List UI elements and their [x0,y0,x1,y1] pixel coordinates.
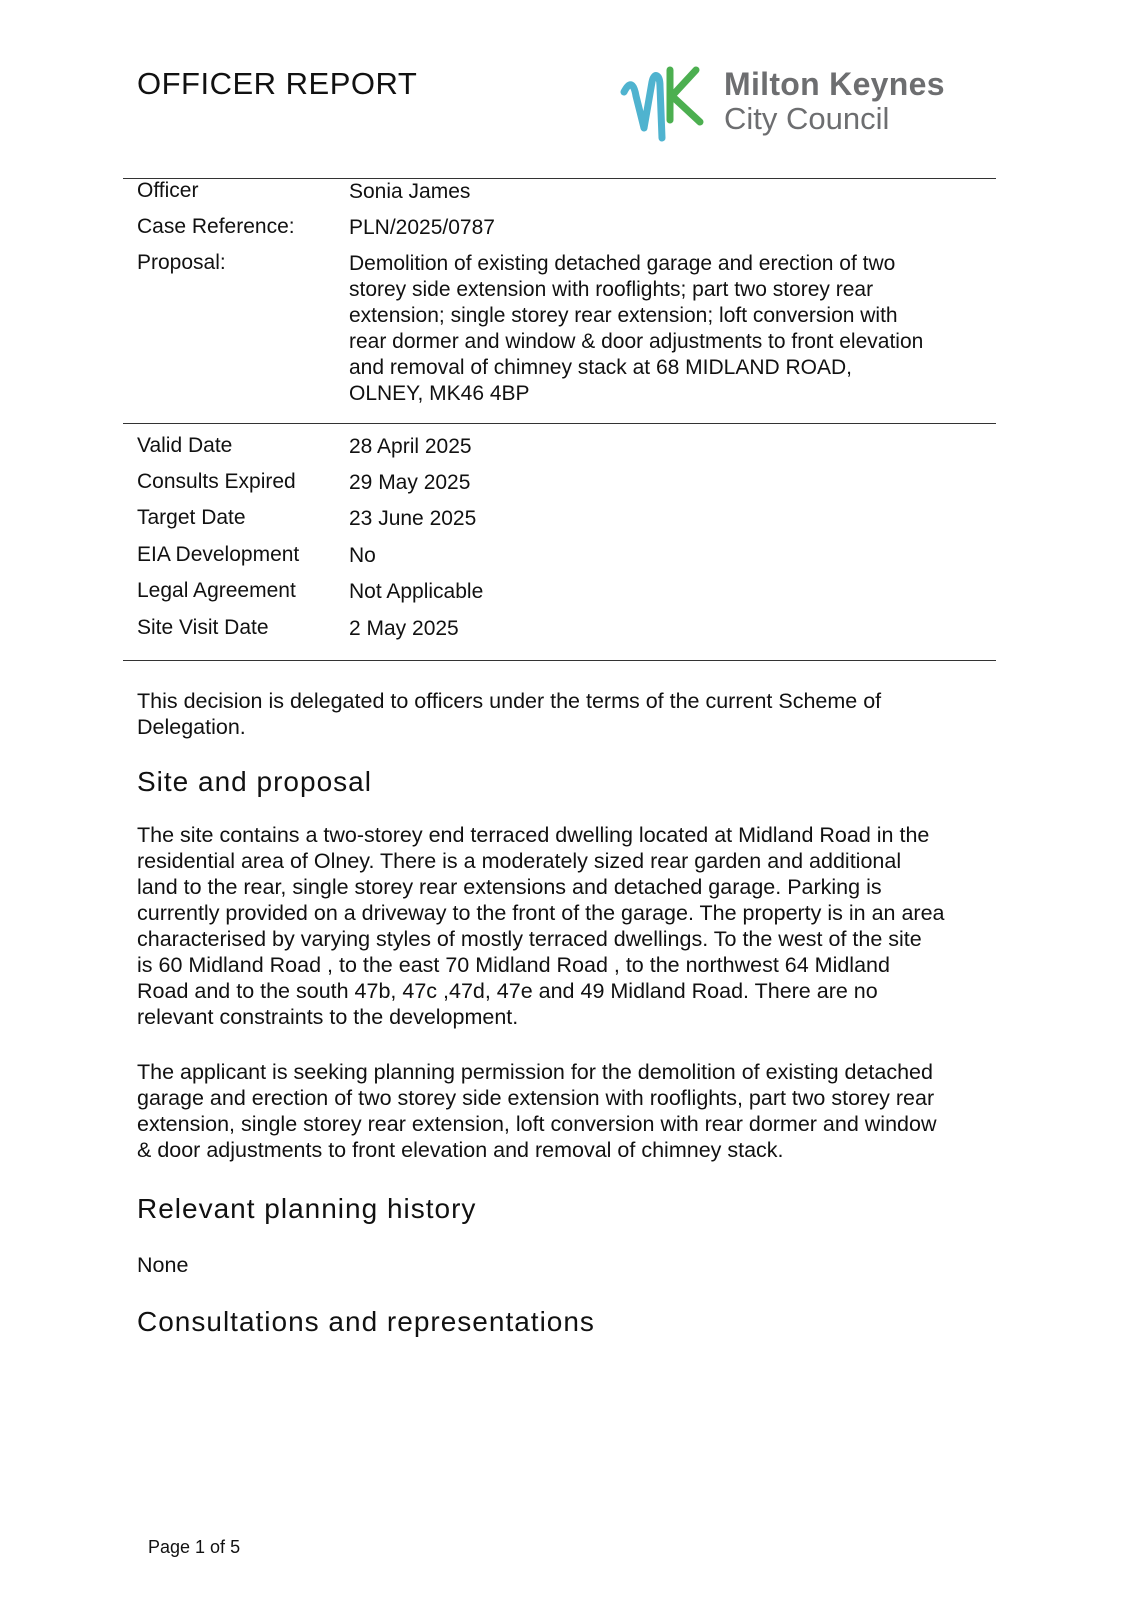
text-line: garage and erection of two storey side extension with rooflights, part two storey rear [137,1086,935,1110]
text-line: extension, single storey rear extension, loft conversion with rear dormer and window [137,1112,937,1136]
date-value: 23 June 2025 [349,507,477,530]
consultations-heading: Consultations and representations [137,1306,595,1337]
text-line: This decision is delegated to officers under the terms of the current Scheme of [137,689,882,713]
date-label: Target Date [137,506,246,529]
date-value: 29 May 2025 [349,471,471,494]
site-proposal-heading: Site and proposal [137,766,372,797]
date-label: Site Visit Date [137,616,269,639]
date-label: Valid Date [137,434,233,457]
text-line: The site contains a two-storey end terraced dwelling located at Midland Road in the [137,823,930,847]
date-value: 28 April 2025 [349,435,472,458]
dates-table [123,423,996,661]
officer-value: Sonia James [349,180,471,203]
case-details [123,178,996,423]
text-line: The applicant is seeking planning permission for the demolition of existing detached [137,1060,933,1084]
date-label: Legal Agreement [137,579,296,602]
planning-history-text: None [137,1253,189,1277]
logo-line-2: City Council [724,101,890,136]
proposal-line: and removal of chimney stack at 68 MIDLAND ROAD, [349,356,853,379]
date-label: EIA Development [137,543,300,566]
text-line: land to the rear, single storey rear extensions and detached garage. Parking is [137,875,882,899]
site-description-paragraph [137,822,997,1030]
case-reference-label: Case Reference: [137,215,295,238]
officer-label: Officer [137,179,199,202]
text-line: Road and to the south 47b, 47c ,47d, 47e and 49 Midland Road. There are no [137,979,878,1003]
case-reference-value: PLN/2025/0787 [349,216,495,239]
proposal-line: storey side extension with rooflights; part two storey rear [349,278,874,301]
page-number: Page 1 of 5 [148,1537,241,1557]
text-line: Delegation. [137,715,246,739]
text-line: currently provided on a driveway to the front of the garage. The property is in an area [137,901,945,925]
date-value: Not Applicable [349,580,484,603]
date-value: No [349,544,376,567]
proposal-label: Proposal: [137,251,226,274]
date-label: Consults Expired [137,470,296,493]
proposal-description-paragraph [137,1059,997,1163]
text-line: & door adjustments to front elevation and removal of chimney stack. [137,1138,784,1162]
text-line: residential area of Olney. There is a moderately sized rear garden and additional [137,849,902,873]
date-value: 2 May 2025 [349,617,459,640]
delegation-statement [137,688,997,740]
proposal-line: rear dormer and window & door adjustments to front elevation [349,330,924,353]
planning-history-heading: Relevant planning history [137,1193,477,1224]
logo-line-1: Milton Keynes [724,66,945,102]
text-line: is 60 Midland Road , to the east 70 Midland Road , to the northwest 64 Midland [137,953,890,977]
proposal-line: extension; single storey rear extension; loft conversion with [349,304,898,327]
proposal-line: Demolition of existing detached garage and erection of two [349,252,896,275]
text-line: relevant constraints to the development. [137,1005,519,1029]
text-line: characterised by varying styles of mostly terraced dwellings. To the west of the site [137,927,922,951]
proposal-value [349,251,981,407]
mk-logo-icon [618,62,714,142]
report-title: OFFICER REPORT [137,66,418,101]
council-logo [618,62,988,144]
proposal-line: OLNEY, MK46 4BP [349,382,530,405]
